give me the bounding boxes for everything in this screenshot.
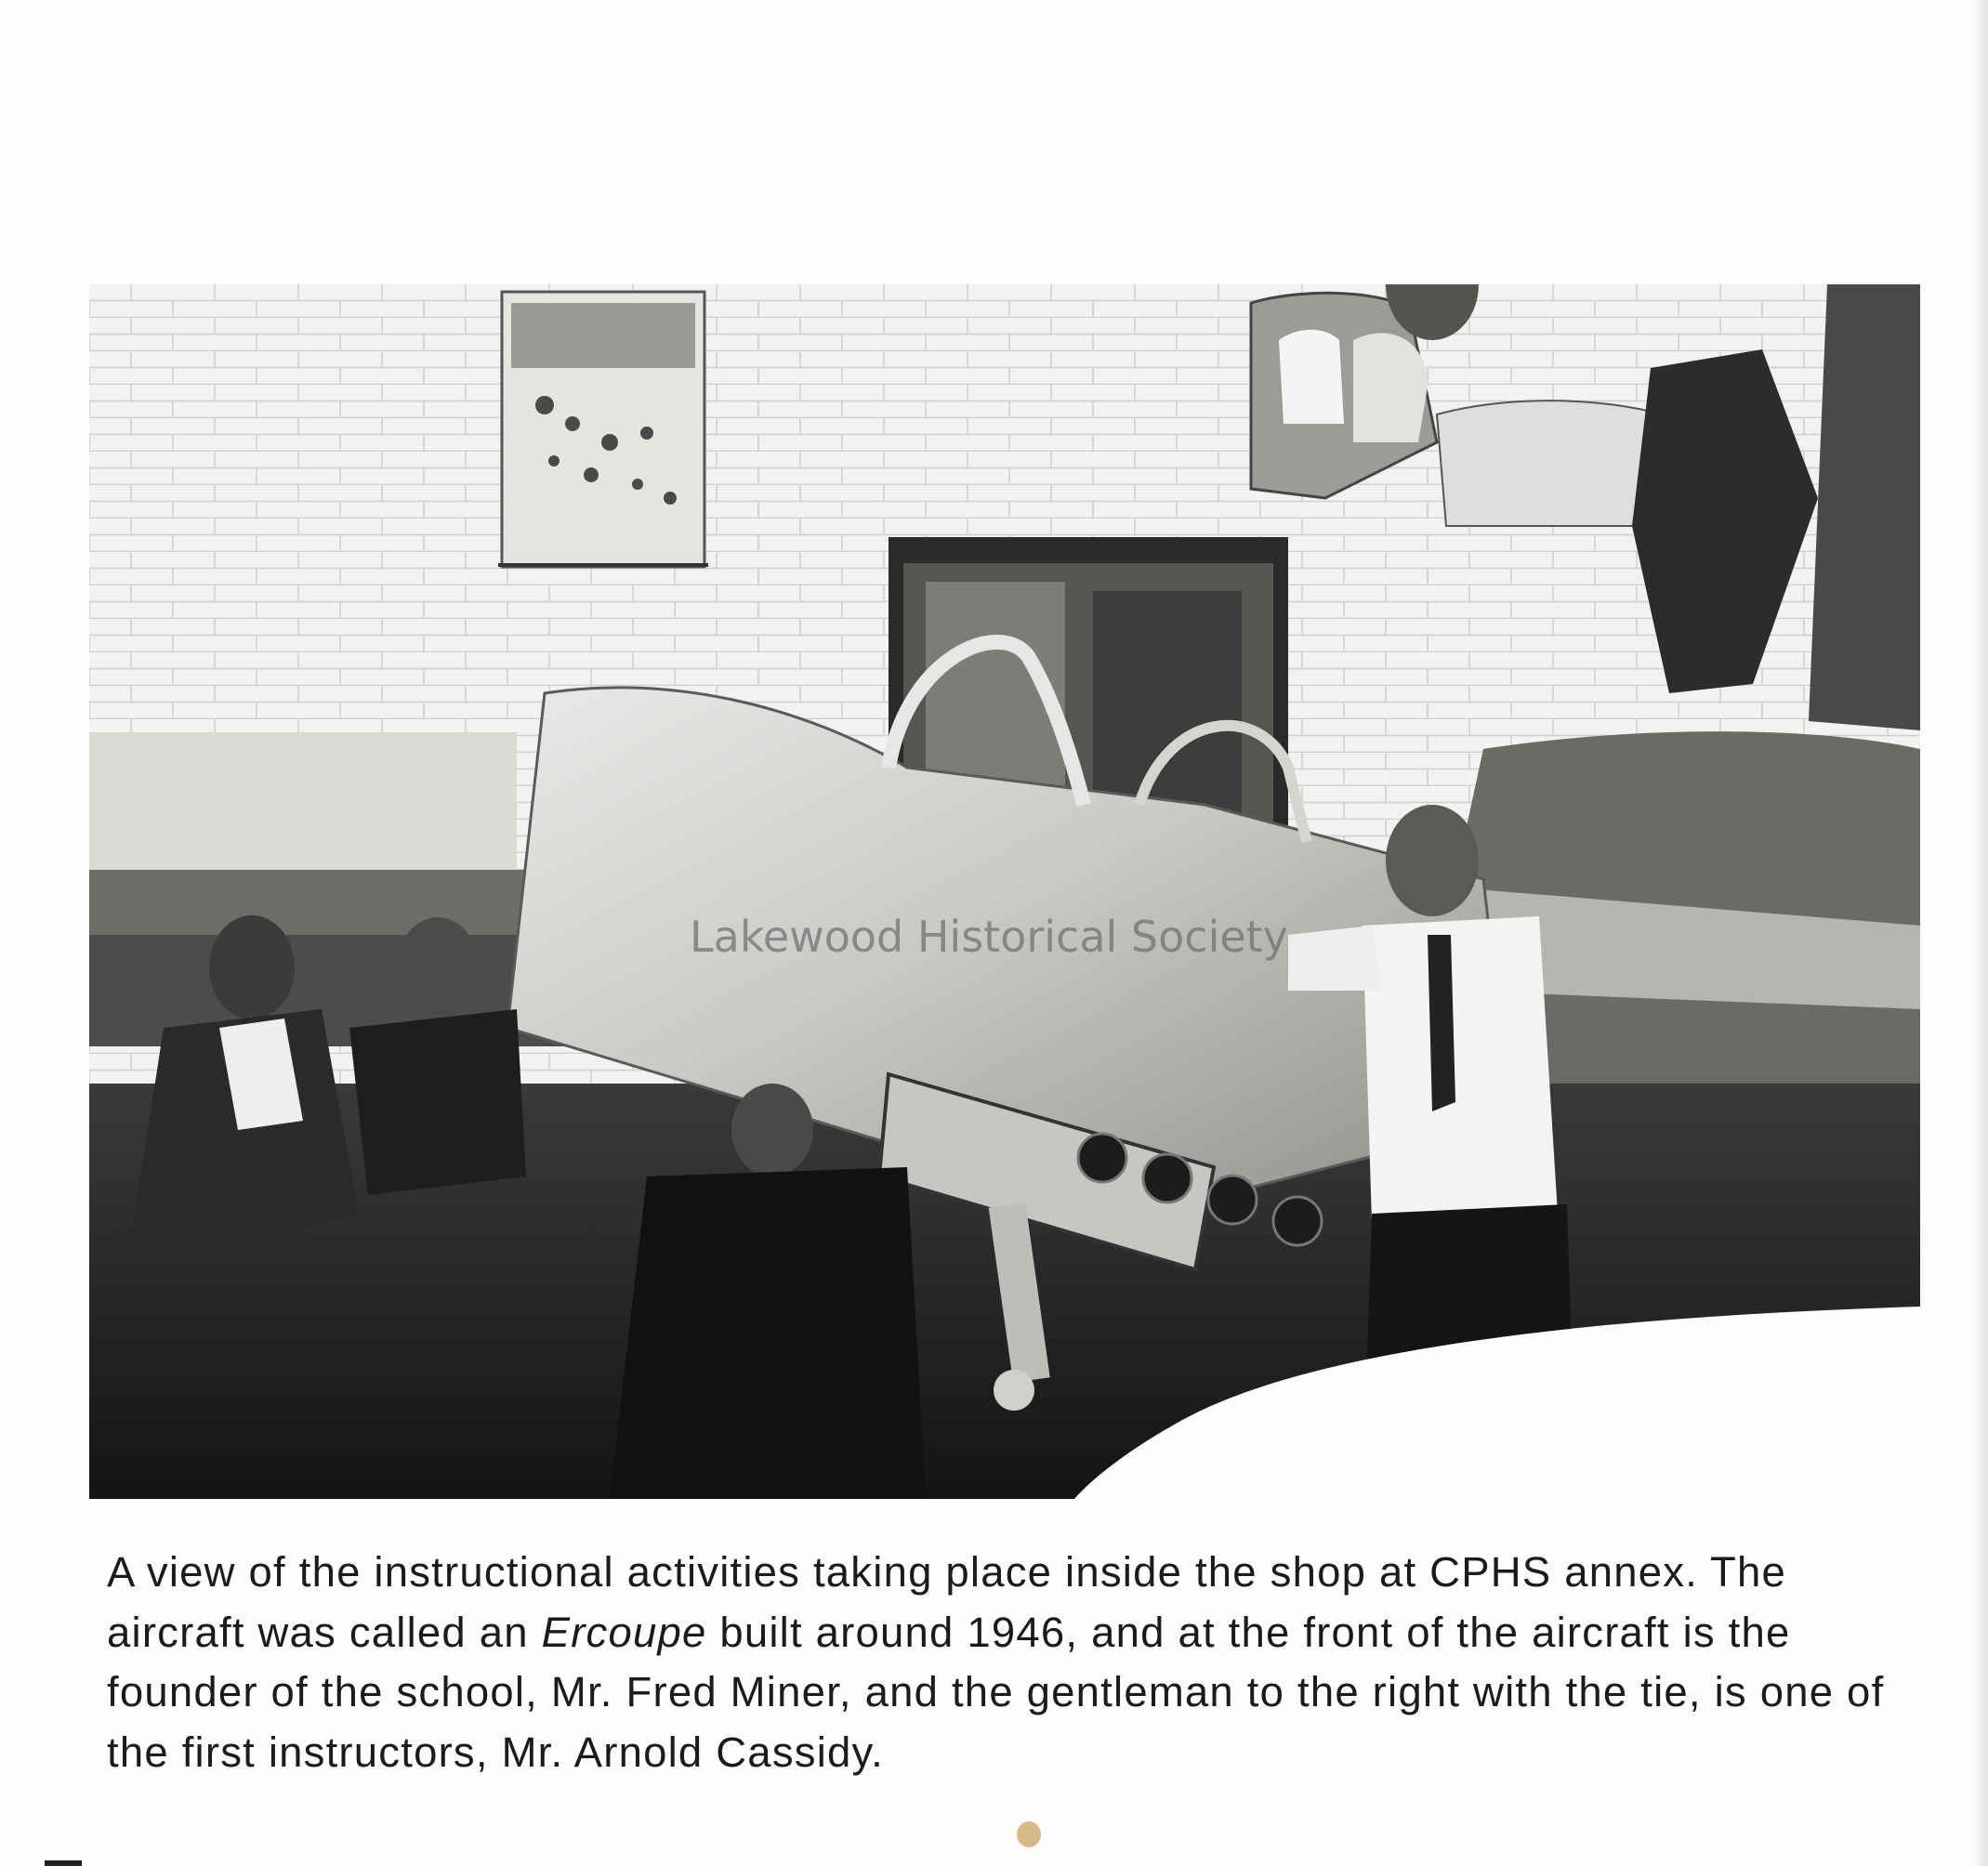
paper-stain	[1017, 1821, 1041, 1847]
watermark-text: Lakewood Historical Society	[690, 912, 1288, 962]
workshop-photograph	[89, 284, 1920, 1499]
caption-aircraft-name: Ercoupe	[541, 1608, 707, 1656]
caption-text-end: built around 1946, and at the front of the aircraft is the founder of the school, Mr. Fred Miner, and the gentleman to the right with the tie, is one of the first instructors, Mr. Arnold Cassidy.	[107, 1608, 1885, 1776]
caption-text-start: A view of the instructional activities taking place inside the shop at CPHS annex. The aircraft was called an	[107, 1548, 1787, 1656]
page-edge-shadow	[1973, 0, 1988, 1866]
photo-caption	[107, 1543, 1929, 1782]
corner-mark	[45, 1860, 82, 1866]
